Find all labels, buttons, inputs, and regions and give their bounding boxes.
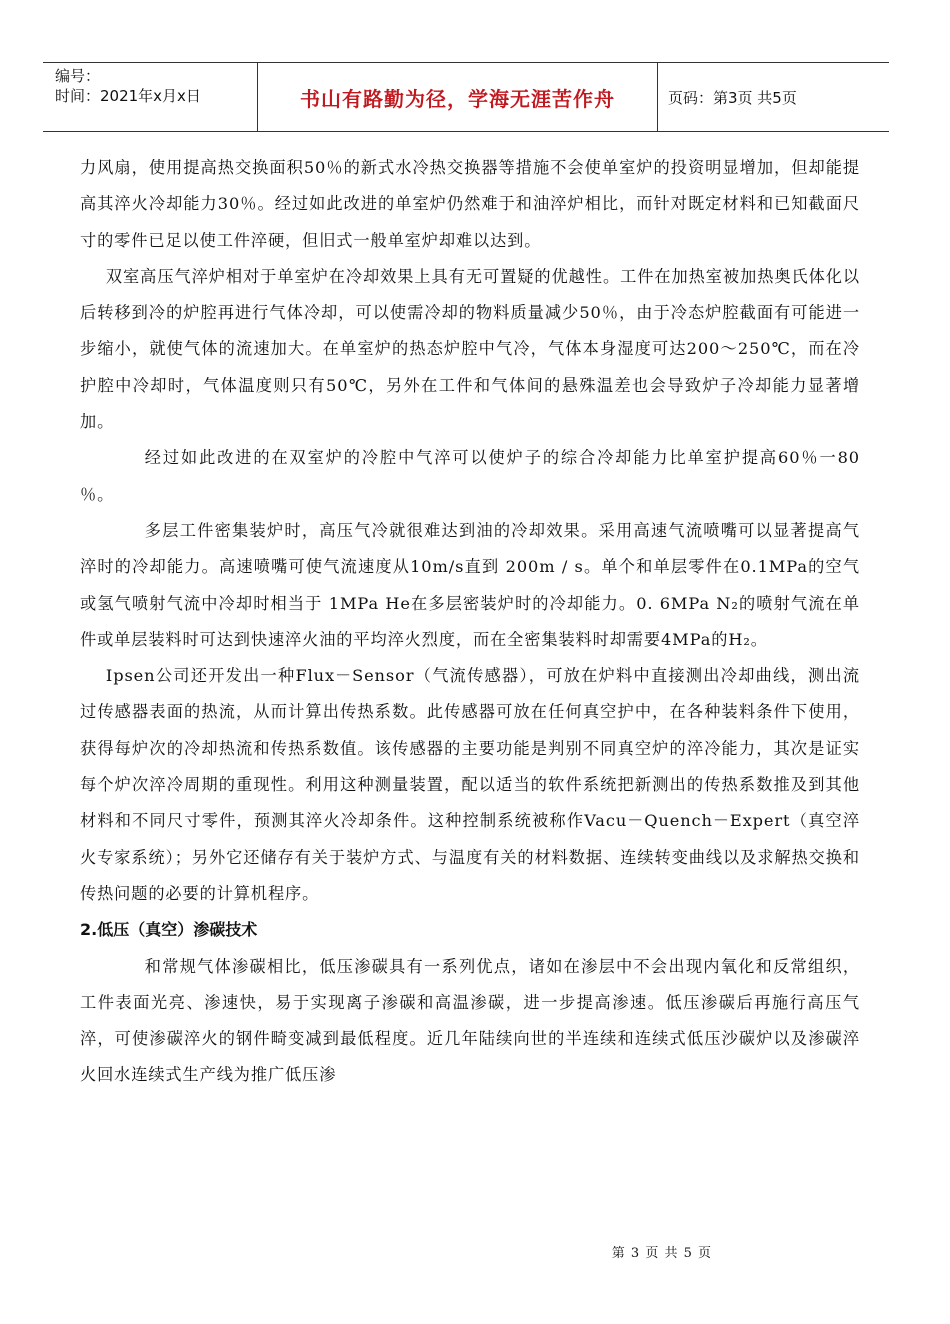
paragraph-dual-chamber: 双室高压气淬炉相对于单室炉在冷却效果上具有无可置疑的优越性。工件在加热室被加热奥氏体化以后转移到冷的炉腔再进行气体冷却，可以使需冷却的物料质量减少50％，由于冷态炉腔截面有可能进一步缩小，就使气体的流速加大。在单室炉的热态炉腔中气冷，气体本身湿度可达200～250℃，而在冷护腔中冷却时，气体温度则只有50℃，另外在工件和气体间的悬殊温差也会导致炉子冷却能力显著增加。 (80, 266, 860, 432)
paragraph-improvement: 经过如此改进的在双室炉的冷腔中气淬可以使炉子的综合冷却能力比单室护提高60％一80 ％。 (80, 448, 860, 504)
paragraph-low-pressure-carburizing: 和常规气体渗碳相比，低压渗碳具有一系列优点，诸如在渗层中不会出现内氧化和反常组织，工件表面光亮、渗速快，易于实现离子渗碳和高温渗碳，进一步提高渗速。低压渗碳后再施行高压气淬，可使渗碳淬火的钢件畸变减到最低程度。近几年陆续向世的半连续和连续式低压沙碳炉以及渗碳淬火回水连续式生产线为推广低压渗 (80, 956, 860, 1085)
page-footer: 第 3 页 共 5 页 (611, 1246, 712, 1261)
paragraph-continuation: 力风扇，使用提高热交换面积50％的新式水冷热交换器等措施不会使单室炉的投资明显增加，但却能提高其淬火冷却能力30％。经过如此改进的单室炉仍然难于和油淬炉相比，而针对既定材料和已知截面尺寸的零件已足以使工件淬硬，但旧式一般单室炉却难以达到。 (80, 158, 860, 250)
header-page-info: 页码：第3页 共5页 (668, 88, 797, 107)
document-time-label: 时间：2021年x月x日 (55, 87, 201, 105)
header-motto: 书山有路勤为径，学海无涯苦作舟 (300, 86, 615, 111)
paragraph-flux-sensor: Ipsen公司还开发出一种Flux－Sensor（气流传感器），可放在炉料中直接测出冷却曲线，测出流过传感器表面的热流，从而计算出传热系数。此传感器可放在任何真空护中，在各种装料条件下使用，获得每炉次的冷却热流和传热系数值。该传感器的主要功能是判别不同真空炉的淬冷能力，其次是证实每个炉次淬冷周期的重现性。利用这种测量装置，配以适当的软件系统把新测出的传热系数推及到其他材料和不同尺寸零件，预测其淬火冷却条件。这种控制系统被称作Vacu－Quench－Expert（真空淬火专家系统）；另外它还储存有关于装炉方式、与温度有关的材料数据、连续转变曲线以及求解热交换和传热问题的必要的计算机程序。 (80, 666, 860, 903)
document-number-label: 编号： (55, 67, 101, 85)
page-header (43, 62, 889, 132)
header-meta-cell (43, 63, 258, 131)
section-heading: 2.低压（真空）渗碳技术 (80, 920, 258, 940)
paragraph-nozzle: 多层工件密集装炉时，高压气冷就很难达到油的冷却效果。采用高速气流喷嘴可以显著提高气淬时的冷却能力。高速喷嘴可使气流速度从10m/s直到 200m / s。单个和单层零件在0.1MPa的空气或氢气喷射气流中冷却时相当于 1MPa He在多层密装炉时的冷却能力。0. 6MPa N₂的喷射气流在单件或单层装料时可达到快速淬火油的平均淬火烈度，而在全密集装料时却需要4MPa的H₂。 (80, 520, 860, 649)
document-body (80, 150, 860, 1094)
header-page-cell (658, 63, 889, 131)
header-motto-cell (258, 63, 658, 131)
